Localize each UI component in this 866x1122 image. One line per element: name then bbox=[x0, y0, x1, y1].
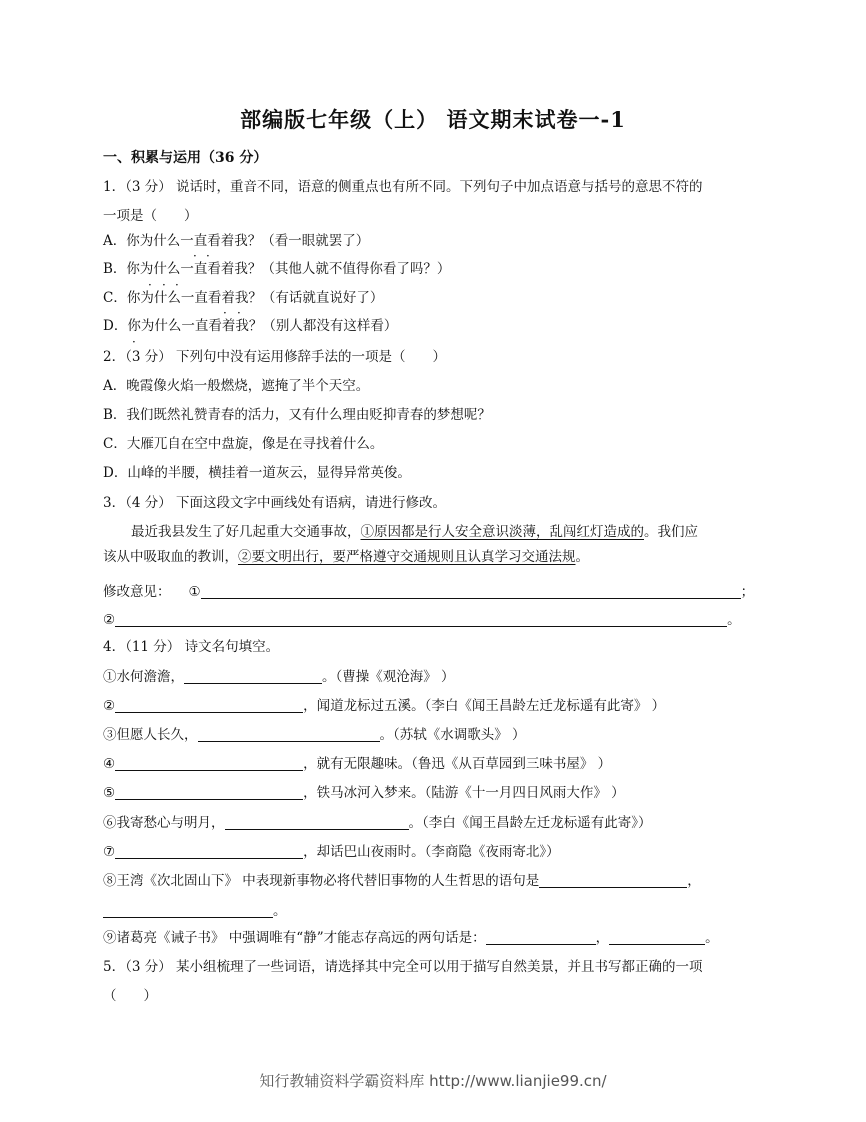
emphasis-dot: · bbox=[193, 249, 197, 263]
revision-line-1 bbox=[103, 583, 754, 601]
q4-item-4 bbox=[103, 755, 611, 773]
passage-text: 。 bbox=[575, 549, 589, 565]
item-text: ， bbox=[687, 873, 701, 889]
passage-text: 。我们应 bbox=[644, 524, 698, 540]
item-text: ④ bbox=[103, 756, 116, 772]
emphasis-dot: · bbox=[162, 278, 166, 292]
section-heading: 一、积累与运用（36 分） bbox=[103, 150, 268, 166]
item-text: ⑥我寄愁心与明月， bbox=[103, 815, 225, 831]
emphasis-dot: · bbox=[132, 335, 136, 349]
emphasis-dot: · bbox=[206, 249, 210, 263]
answer-blank[interactable] bbox=[486, 930, 596, 945]
q3-stem: 3．（4 分） 下面这段文字中画线处有语病，请进行修改。 bbox=[103, 495, 447, 511]
q2-stem: 2．（3 分） 下列句中没有运用修辞手法的一项是（ ） bbox=[103, 349, 447, 365]
item-source: ，却话巴山夜雨时。（李商隐《夜雨寄北》） bbox=[303, 844, 560, 860]
emphasis-dot: · bbox=[148, 278, 152, 292]
answer-blank[interactable] bbox=[198, 727, 380, 742]
answer-blank[interactable] bbox=[184, 669, 322, 684]
q3-passage-line1 bbox=[131, 523, 698, 541]
q2-option-a: A．晚霞像火焰一般燃烧，遮掩了半个天空。 bbox=[103, 378, 370, 394]
item-text: ⑦ bbox=[103, 844, 116, 860]
q2-option-d: D．山峰的半腰，横挂着一道灰云，显得异常英俊。 bbox=[103, 465, 411, 481]
q4-item-8 bbox=[103, 872, 701, 890]
emphasis-dot: · bbox=[237, 306, 241, 320]
q2-option-b: B．我们既然礼赞青春的活力，又有什么理由贬抑青春的梦想呢？ bbox=[103, 407, 491, 423]
item-source: 。（曹操《观沧海》 ） bbox=[322, 669, 455, 685]
q3-passage-line2 bbox=[103, 548, 589, 566]
passage-text: 最近我县发生了好几起重大交通事故， bbox=[131, 524, 361, 540]
q4-item-6 bbox=[103, 814, 652, 832]
q4-item-8-continued bbox=[103, 902, 287, 920]
q1-option-a: A．你为什么一直看着我？（看一眼就罢了） bbox=[103, 233, 370, 249]
emphasis-dot: · bbox=[223, 306, 227, 320]
item-text: ⑧王湾《次北固山下》 中表现新事物必将代替旧事物的人生哲思的语句是 bbox=[103, 873, 540, 889]
footer-watermark: 知行教辅资料学霸资料库 http://www.lianjie99.cn/ bbox=[259, 1072, 607, 1090]
q1-option-d: D．你为什么一直看着我？（别人都没有这样看） bbox=[103, 318, 398, 334]
answer-blank[interactable] bbox=[103, 903, 273, 918]
revision-mark-1: ① bbox=[188, 584, 201, 600]
item-text: ⑨诸葛亮《诫子书》 中强调唯有“静”才能志存高远的两句话是： bbox=[103, 930, 486, 946]
passage-text: 该从中吸取血的教训， bbox=[103, 549, 238, 565]
revision-line-2 bbox=[103, 611, 741, 629]
q4-item-9 bbox=[103, 929, 719, 947]
page-title: 部编版七年级（上） 语文期末试卷一-1 bbox=[240, 107, 626, 132]
item-text: 。 bbox=[705, 930, 719, 946]
q5-answer-paren: （ ） bbox=[103, 988, 157, 1004]
line-end-punct: ； bbox=[740, 584, 755, 600]
item-text: ② bbox=[103, 698, 116, 714]
q1-stem-continued: 一项是（ ） bbox=[103, 208, 198, 224]
q4-item-2 bbox=[103, 697, 665, 715]
revision-label: 修改意见： bbox=[103, 584, 171, 600]
item-source: ，就有无限趣味。（鲁迅《从百草园到三味书屋》 ） bbox=[303, 756, 612, 772]
answer-blank[interactable] bbox=[115, 612, 727, 627]
item-text: 。 bbox=[273, 903, 287, 919]
item-source: ，铁马冰河入梦来。（陆游《十一月四日风雨大作》 ） bbox=[303, 785, 625, 801]
answer-blank[interactable] bbox=[539, 873, 687, 888]
q1-option-c: C．你为什么一直看着我？（有话就直说好了） bbox=[103, 290, 384, 306]
answer-blank[interactable] bbox=[115, 844, 303, 859]
item-text: ⑤ bbox=[103, 785, 116, 801]
revision-mark-2: ② bbox=[103, 612, 116, 628]
q4-stem: 4．（11 分） 诗文名句填空。 bbox=[103, 639, 280, 655]
answer-blank[interactable] bbox=[115, 785, 303, 800]
q4-item-3 bbox=[103, 726, 526, 744]
q1-option-b: B．你为什么一直看着我？（其他人就不值得你看了吗？） bbox=[103, 261, 451, 277]
answer-blank[interactable] bbox=[115, 756, 303, 771]
emphasis-dot: · bbox=[175, 278, 179, 292]
q4-item-7 bbox=[103, 843, 560, 861]
item-source: ，闻道龙标过五溪。（李白《闻王昌龄左迁龙标遥有此寄》 ） bbox=[303, 698, 666, 714]
q2-option-c: C．大雁兀自在空中盘旋，像是在寻找着什么。 bbox=[103, 436, 384, 452]
item-text: ③但愿人长久， bbox=[103, 727, 198, 743]
q1-stem: 1．（3 分） 说话时，重音不同，语意的侧重点也有所不同。下列句子中加点语意与括号的意思不符的 bbox=[103, 179, 703, 195]
answer-blank[interactable] bbox=[115, 698, 303, 713]
answer-blank[interactable] bbox=[225, 815, 409, 830]
q4-item-1 bbox=[103, 668, 455, 686]
item-source: 。（李白《闻王昌龄左迁龙标遥有此寄》） bbox=[408, 815, 652, 831]
underlined-sentence-2: ②要文明出行，要严格遵守交通规则且认真学习交通法规 bbox=[238, 549, 576, 565]
answer-blank[interactable] bbox=[201, 584, 741, 599]
item-source: 。（苏轼《水调歌头》 ） bbox=[379, 727, 526, 743]
q5-stem: 5．（3 分） 某小组梳理了一些词语，请选择其中完全可以用于描写自然美景，并且书写都正确的一项 bbox=[103, 959, 703, 975]
line-end-punct: 。 bbox=[727, 612, 741, 628]
answer-blank[interactable] bbox=[609, 930, 705, 945]
q4-item-5 bbox=[103, 784, 625, 802]
item-text: ①水何澹澹， bbox=[103, 669, 184, 685]
underlined-sentence-1: ①原因都是行人安全意识淡薄，乱闯红灯造成的 bbox=[360, 524, 644, 540]
item-text: ， bbox=[595, 930, 610, 946]
